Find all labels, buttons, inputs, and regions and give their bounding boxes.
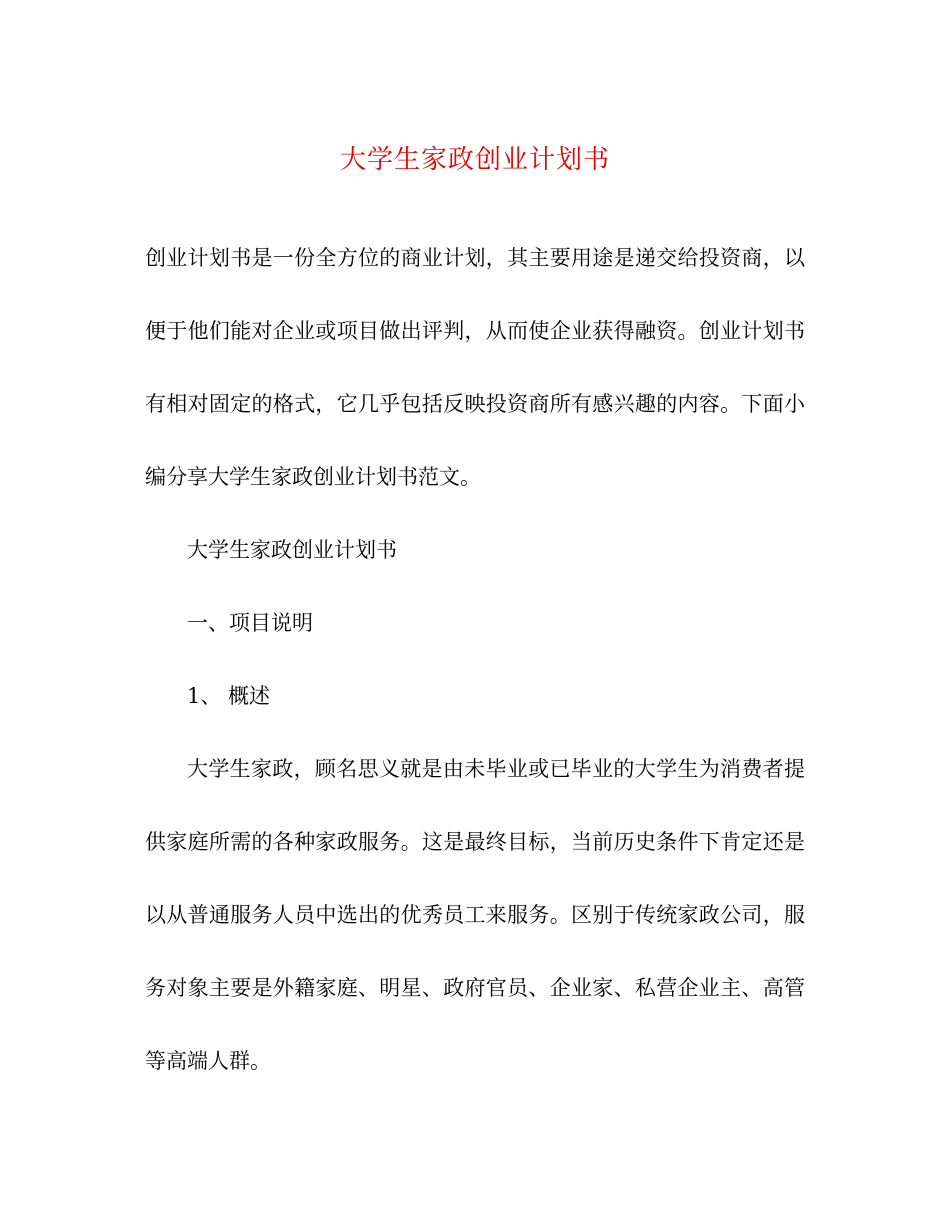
document-body [145, 222, 805, 1098]
subsection-heading: 1、 概述 [187, 684, 271, 708]
chapter-heading: 一、项目说明 [187, 611, 313, 635]
intro-paragraph: 创业计划书是一份全方位的商业计划，其主要用途是递交给投资商，以便于他们能对企业或项目做出评判，从而使企业获得融资。创业计划书有相对固定的格式，它几乎包括反映投资商所有感兴趣的内容。下面小编分享大学生家政创业计划书范文。 [145, 246, 805, 489]
overview-paragraph: 大学生家政，顾名思义就是由未毕业或已毕业的大学生为消费者提供家庭所需的各种家政服务。这是最终目标，当前历史条件下肯定还是以从普通服务人员中选出的优秀员工来服务。区别于传统家政公司，服务对象主要是外籍家庭、明星、政府官员、企业家、私营企业主、高管等高端人群。 [145, 757, 805, 1073]
document-title: 大学生家政创业计划书 [339, 145, 610, 175]
section-heading: 大学生家政创业计划书 [187, 538, 397, 562]
